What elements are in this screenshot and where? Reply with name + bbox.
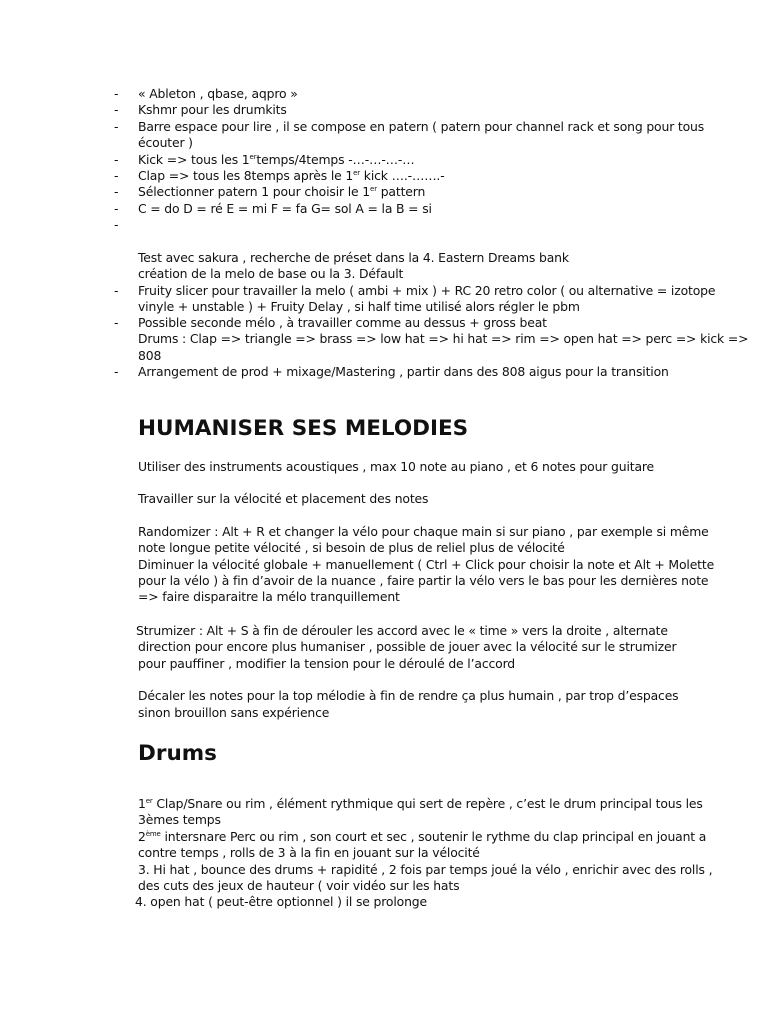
paragraph-line: Décaler les notes pour la top mélodie à fin de rendre ça plus humain , par trop d’espaces: [138, 688, 679, 703]
list-item: Sélectionner patern 1 pour choisir le 1er pattern: [138, 184, 426, 199]
drum-item-continuation: 3èmes temps: [138, 812, 221, 827]
list-item-continuation: 808: [138, 348, 162, 363]
list-item: Possible seconde mélo , à travailler comme au dessus + gross beat: [138, 315, 547, 330]
drum-item: 1er Clap/Snare ou rim , élément rythmique qui sert de repère , c’est le drum principal tous les: [138, 796, 703, 811]
bullet-dash: -: [114, 364, 119, 379]
bullet-dash: -: [114, 102, 119, 117]
bullet-dash: -: [114, 201, 119, 216]
list-item: Kshmr pour les drumkits: [138, 102, 287, 117]
bullet-dash: -: [114, 86, 119, 101]
paragraph-line: Diminuer la vélocité globale + manuellement ( Ctrl + Click pour choisir la note et Alt + Molette: [138, 557, 715, 572]
paragraph-line: Strumizer : Alt + S à fin de dérouler les accord avec le « time » vers la droite , alternate: [136, 623, 668, 638]
list-item: « Ableton , qbase, aqpro »: [138, 86, 298, 101]
list-item-continuation: Drums : Clap => triangle => brass => low hat => hi hat => rim => open hat => perc => kick =>: [138, 331, 749, 346]
list-item-continuation: écouter ): [138, 135, 193, 150]
bullet-dash: -: [114, 217, 119, 232]
bullet-dash: -: [114, 168, 119, 183]
list-item: Clap => tous les 8temps après le 1er kick ….-…….-: [138, 168, 445, 183]
paragraph-line: sinon brouillon sans expérience: [138, 705, 330, 720]
paragraph-line: => faire disparaitre la mélo tranquillement: [138, 589, 400, 604]
list-item: Fruity slicer pour travailler la melo ( ambi + mix ) + RC 20 retro color ( ou alternative = izotope: [138, 283, 716, 298]
list-item: Kick => tous les 1ertemps/4temps -…-…-…-…: [138, 152, 415, 167]
drum-item: 3. Hi hat , bounce des drums + rapidité , 2 fois par temps joué la vélo , enrichir avec des rolls ,: [138, 862, 713, 877]
list-item: Barre espace pour lire , il se compose en patern ( patern pour channel rack et song pour tous: [138, 119, 705, 134]
text-line: création de la melo de base ou la 3. Défault: [138, 266, 404, 281]
drum-item-continuation: contre temps , rolls de 3 à la fin en jouant sur la vélocité: [138, 845, 480, 860]
paragraph-line: Randomizer : Alt + R et changer la vélo pour chaque main si sur piano , par exemple si même: [138, 524, 709, 539]
list-item: Arrangement de prod + mixage/Mastering , partir dans des 808 aigus pour la transition: [138, 364, 669, 379]
paragraph-line: Utiliser des instruments acoustiques , max 10 note au piano , et 6 notes pour guitare: [138, 459, 655, 474]
drum-item-continuation: des cuts des jeux de hauteur ( voir vidéo sur les hats: [138, 878, 460, 893]
bullet-dash: -: [114, 152, 119, 167]
section-heading-humaniser: HUMANISER SES MELODIES: [138, 416, 469, 441]
paragraph-line: Travailler sur la vélocité et placement des notes: [138, 491, 429, 506]
bullet-dash: -: [114, 315, 119, 330]
list-item-continuation: vinyle + unstable ) + Fruity Delay , si half time utilisé alors régler le pbm: [138, 299, 580, 314]
paragraph-line: pour la vélo ) à fin d’avoir de la nuance , faire partir la vélo vers le bas pour les dernières note: [138, 573, 709, 588]
text-line: Test avec sakura , recherche de préset dans la 4. Eastern Dreams bank: [138, 250, 569, 265]
section-heading-drums: Drums: [138, 741, 217, 766]
drum-item: 2ème intersnare Perc ou rim , son court et sec , soutenir le rythme du clap principal en jouant a: [138, 829, 707, 844]
bullet-dash: -: [114, 184, 119, 199]
bullet-dash: -: [114, 283, 119, 298]
paragraph-line: note longue petite vélocité , si besoin de plus de reliel plus de vélocité: [138, 540, 565, 555]
bullet-dash: -: [114, 119, 119, 134]
paragraph-line: pour pauffiner , modifier la tension pour le déroulé de l’accord: [138, 656, 516, 671]
drum-item: 4. open hat ( peut-être optionnel ) il se prolonge: [135, 894, 427, 909]
list-item: C = do D = ré E = mi F = fa G= sol A = la B = si: [138, 201, 432, 216]
paragraph-line: direction pour encore plus humaniser , possible de jouer avec la vélocité sur le strumizer: [138, 639, 677, 654]
